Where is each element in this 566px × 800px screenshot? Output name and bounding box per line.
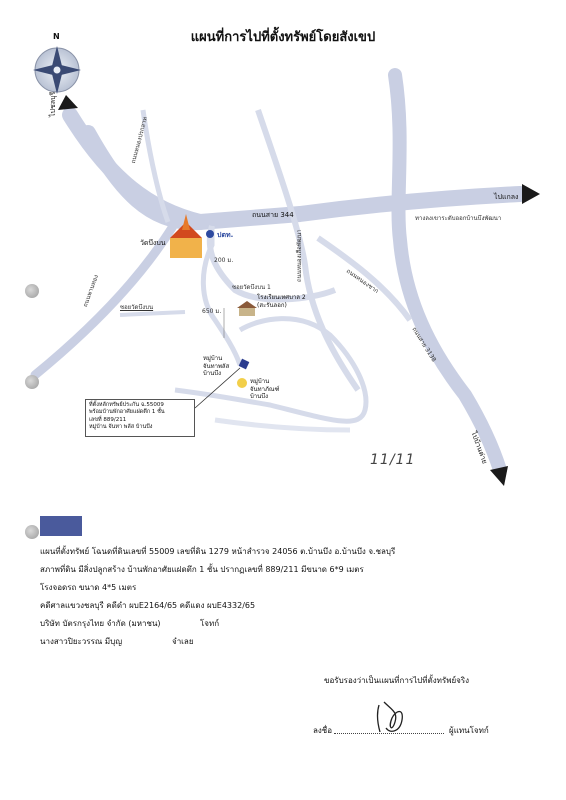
- compass-letter: N: [53, 32, 60, 41]
- detail-line-5-party: บริษัท บัตรกรุงไทย จำกัด (มหาชน): [40, 619, 161, 628]
- label-village-1: หมู่บ้าน จันทาพลัส บ้านบึง: [203, 355, 230, 377]
- label-distance-200: 200 ม.: [214, 257, 234, 264]
- certify-text: ขอรับรองว่าเป็นแผนที่การไปที่ตั้งทรัพย์จริง: [324, 676, 470, 685]
- detail-line-5-role: โจทก์: [200, 619, 220, 628]
- signature: [377, 702, 402, 732]
- label-road-344: ถนนสาย 344: [252, 211, 294, 219]
- label-shortcut: ทางลงเขาระดับออกบ้านบึงพัฒนา: [415, 215, 502, 222]
- detail-line-4: คดีศาลแขวงชลบุรี คดีดำ ผบE2164/65 คดีแดง ผบE4332/65: [40, 601, 256, 610]
- label-road-diagonal: ถนนหนองชาก: [344, 267, 380, 295]
- road-soi-bueng-bon: [120, 312, 185, 315]
- label-to-chonburi: ไปชลบุรี: [49, 91, 57, 117]
- sign-role: ผู้แทนโจทก์: [449, 726, 489, 735]
- village-2-marker: [237, 378, 247, 388]
- property-callout: [85, 399, 195, 437]
- callout-line-1: ที่ตั้งหลักทรัพย์ประกัน ฉ.55009: [89, 402, 164, 408]
- arrow-to-klaeng: [522, 184, 540, 204]
- detail-line-6-role: จำเลย: [172, 637, 194, 646]
- road-soi-main: [203, 226, 240, 365]
- detail-line-3: โรงจอดรถ ขนาด 4*5 เมตร: [40, 583, 137, 592]
- label-soi-1: ซอยวัดบึงบน 1: [232, 284, 271, 291]
- label-road-mid-vertical: ถนนหนองเสือพัฒนา: [296, 229, 303, 282]
- label-distance-650: 650 ม.: [202, 308, 222, 315]
- sign-line: [334, 733, 444, 734]
- label-temple: วัดบึงบน: [140, 239, 166, 247]
- detail-line-6-party: นางสาวปิยะวรรณ มีบุญ: [40, 637, 123, 646]
- label-soi-main: ซอยวัดบึงบน: [120, 304, 154, 311]
- label-school: โรงเรียนเทศบาล 2 (สะรันลอก): [257, 294, 306, 309]
- compass-rose: [33, 46, 81, 94]
- label-village-2: หมู่บ้าน จันทาภัณฑ์ บ้านบึง: [250, 378, 280, 400]
- detail-line-2: สภาพที่ดิน มีสิ่งปลูกสร้าง บ้านพักอาศัยแฝดตึก 1 ชั้น ปรากฏเลขที่ 889/211 มีขนาด 6*9 เมตร: [40, 565, 364, 574]
- arrow-to-chonburi: [58, 95, 78, 110]
- binder-hole-3: [25, 525, 39, 539]
- handwritten-number: 11/11: [370, 452, 416, 468]
- label-ptt: ปตท.: [217, 231, 234, 239]
- callout-line-3: เลขที่ 889/211: [89, 416, 127, 423]
- label-to-ban-khai: ไปบ้านค่าย: [469, 430, 489, 465]
- label-road-pakprasat: ถนนหนองปรกสาท: [129, 116, 150, 165]
- callout-line-4: หมู่บ้าน จันทา พลัส บ้านบึง: [89, 424, 153, 431]
- map-title: แผนที่การไปที่ตั้งทรัพย์โดยสังเขป: [190, 30, 376, 45]
- ptt-marker: [206, 230, 214, 238]
- binder-hole-2: [25, 375, 39, 389]
- school-icon: [237, 301, 257, 316]
- binder-hole-1: [25, 284, 39, 298]
- detail-line-1: แผนที่ตั้งทรัพย์ โฉนดที่ดินเลขที่ 55009 เลขที่ดิน 1279 หน้าสำรวจ 24056 ต.บ้านบึง อ.บ้านบึง จ.ชลบุรี: [40, 547, 396, 556]
- label-road-3138: ถนนสาย 3138: [410, 326, 438, 364]
- label-to-klaeng: ไปแกลง: [494, 193, 519, 201]
- callout-line-2: พร้อมบ้านพักอาศัยแฝดตึก 1 ชั้น: [89, 409, 165, 416]
- sign-label: ลงชื่อ: [313, 726, 333, 735]
- road-3138: [395, 75, 500, 470]
- stamp-block: [40, 516, 82, 536]
- label-road-left-vertical: ถนนพานทอง: [81, 273, 101, 309]
